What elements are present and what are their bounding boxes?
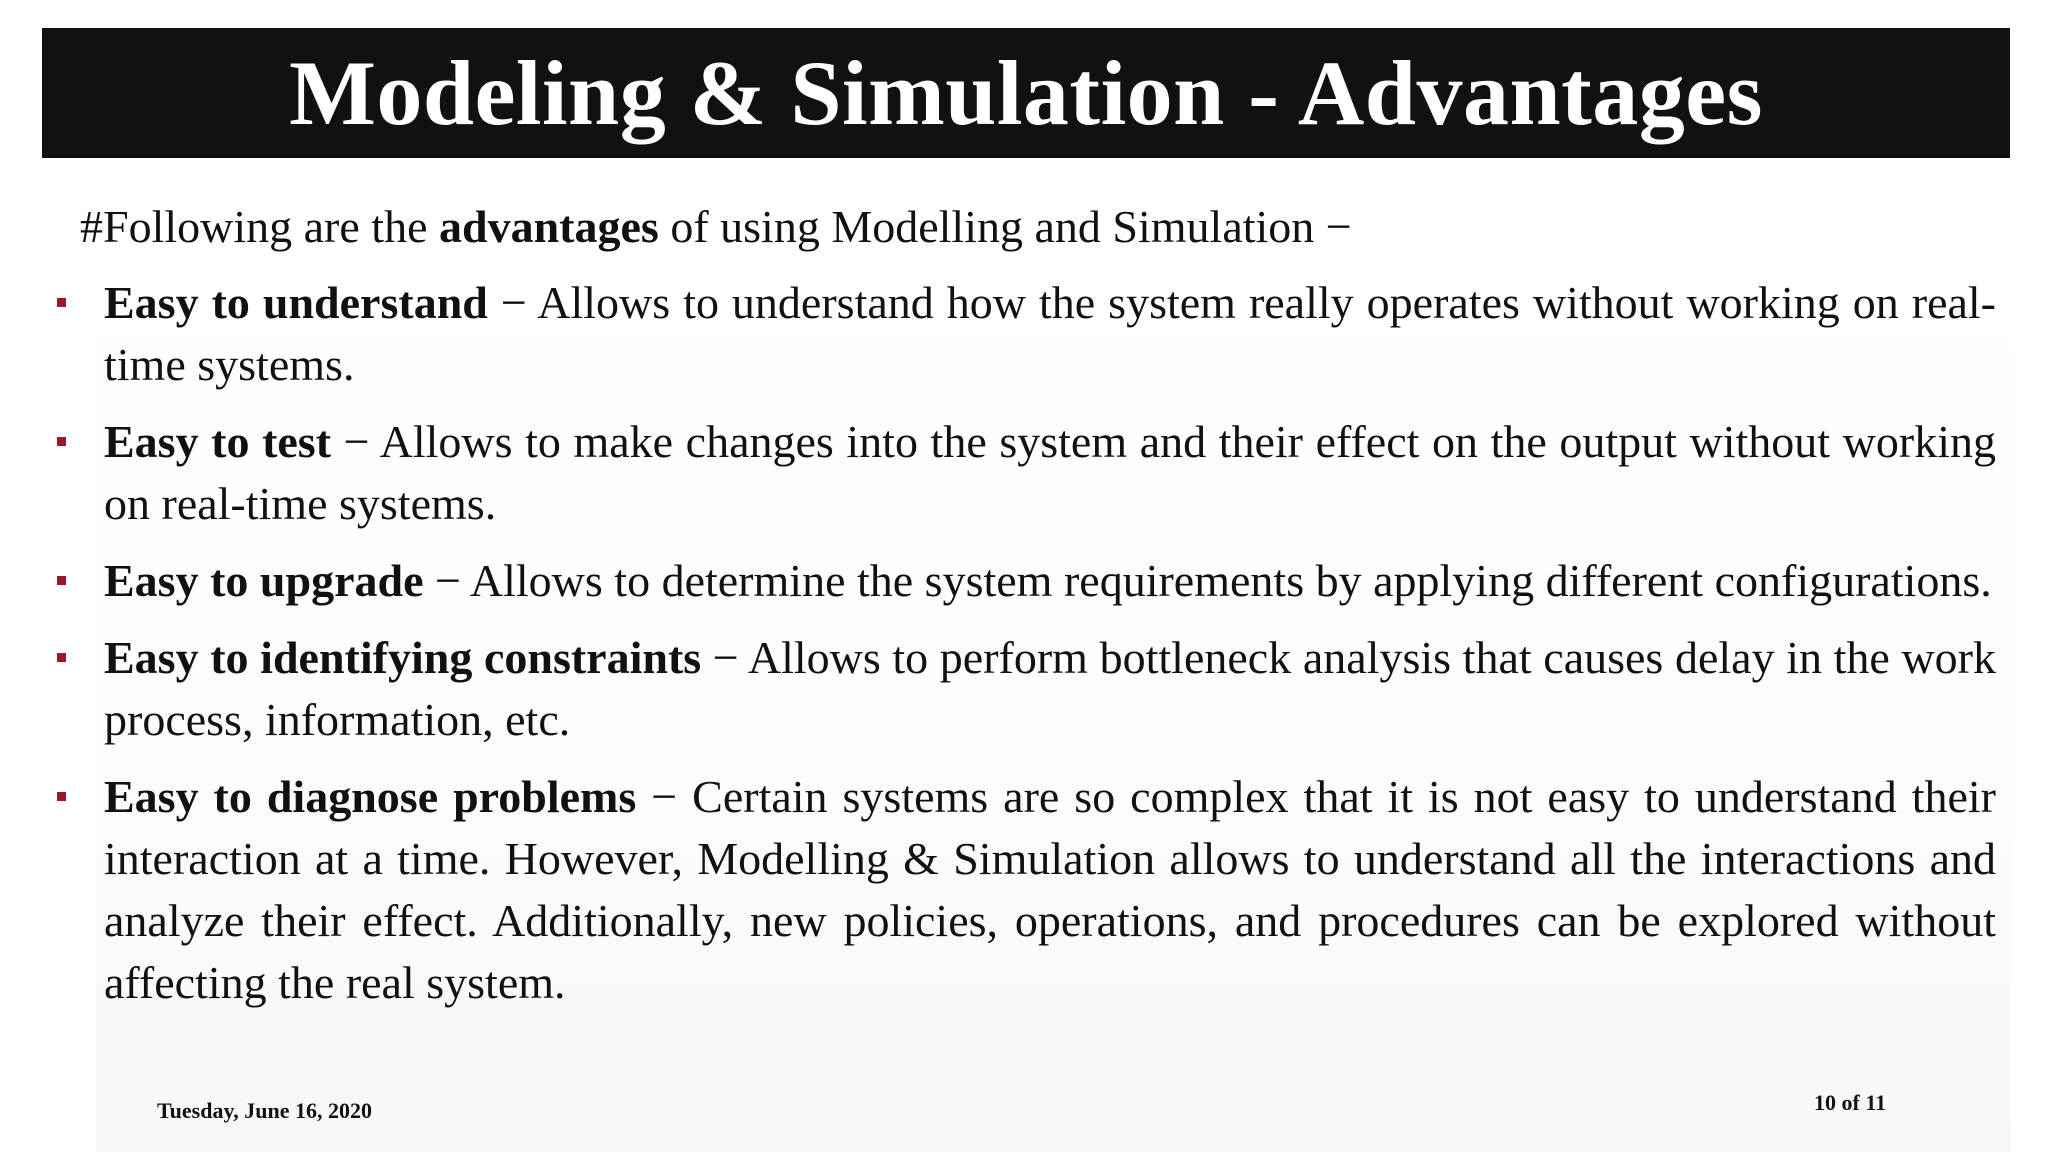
intro-line xyxy=(80,196,1352,258)
bullet-square-icon xyxy=(57,298,66,307)
bullet-term: Easy to diagnose problems xyxy=(104,771,637,822)
bullet-term: Easy to upgrade xyxy=(104,555,424,606)
bullet-separator: − xyxy=(331,416,380,467)
bullet-term: Easy to identifying constraints xyxy=(104,632,702,683)
bullet-text xyxy=(104,627,1996,751)
bullet-square-icon xyxy=(57,576,66,585)
intro-emphasis: advantages xyxy=(439,201,659,252)
title-bar xyxy=(42,28,2010,158)
bullet-description: Certain systems are so complex that it is not easy to understand their interaction at a time. However, Modelling & Simulation allows to understand all the interactions and analyze their effect. Additionally, new policies, operations, and procedures can be explored without affecting the real system. xyxy=(104,771,1996,1008)
bullet-text xyxy=(104,766,1996,1014)
bullet-separator: − xyxy=(423,555,470,606)
bullet-separator: − xyxy=(636,771,693,822)
bullet-description: Allows to perform bottleneck analysis that causes delay in the work process, information, etc. xyxy=(104,632,1996,745)
bullet-separator: − xyxy=(701,632,748,683)
slide-title: Modeling & Simulation - Advantages xyxy=(289,42,1763,144)
bullet-text xyxy=(104,411,1996,535)
bullet-term: Easy to understand xyxy=(104,277,488,328)
intro-prefix: #Following are the xyxy=(80,201,439,252)
bullet-text xyxy=(104,550,1996,612)
list-item xyxy=(56,411,1996,535)
footer-date: Tuesday, June 16, 2020 xyxy=(157,1098,372,1123)
bullet-description: Allows to determine the system requirements by applying different configurations. xyxy=(469,555,1992,606)
bullet-description: Allows to make changes into the system and their effect on the output without working on real-time systems. xyxy=(104,416,1996,529)
page-number: 10 of 11 xyxy=(1814,1090,1887,1115)
bullet-square-icon xyxy=(57,437,66,446)
list-item xyxy=(56,550,1996,612)
bullet-text xyxy=(104,272,1996,396)
bullet-term: Easy to test xyxy=(104,416,332,467)
intro-suffix: of using Modelling and Simulation − xyxy=(658,201,1352,252)
bullet-square-icon xyxy=(57,653,66,662)
bullet-description: Allows to understand how the system really operates without working on real-time systems. xyxy=(104,277,1997,390)
advantages-list xyxy=(56,272,1996,1029)
list-item xyxy=(56,627,1996,751)
bullet-separator: − xyxy=(487,277,538,328)
list-item xyxy=(56,272,1996,396)
list-item xyxy=(56,766,1996,1014)
bullet-square-icon xyxy=(57,792,66,801)
